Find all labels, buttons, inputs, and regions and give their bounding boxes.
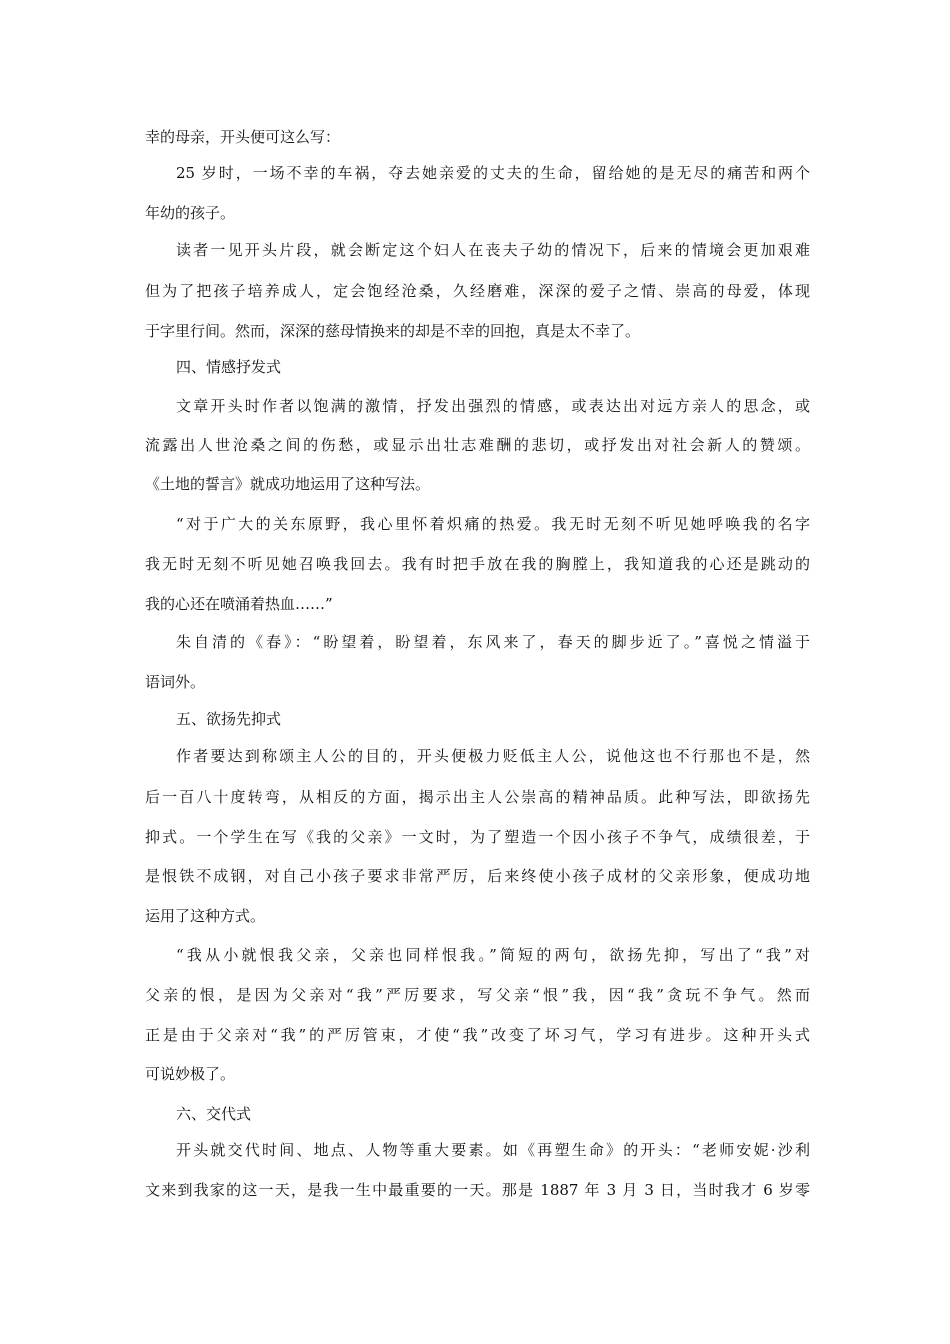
text-line: 但为了把孩子培养成人，定会饱经沧桑，久经磨难，深深的爱子之情、崇高的母爱，体现: [145, 282, 810, 300]
text-line: 我的心还在喷涌着热血……”: [145, 595, 333, 613]
text-line: 作者要达到称颂主人公的目的，开头便极力贬低主人公，说他这也不行那也不是，然: [176, 747, 810, 765]
text-line: 抑式。一个学生在写《我的父亲》一文时，为了塑造一个因小孩子不争气，成绩很差，于: [145, 828, 810, 846]
text-line: 流露出人世沧桑之间的伤愁，或显示出壮志难酬的悲切，或抒发出对社会新人的赞颂。: [145, 436, 810, 454]
text-line: 开头就交代时间、地点、人物等重大要素。如《再塑生命》的开头：“老师安妮·沙利: [176, 1141, 810, 1159]
text-line: 运用了这种方式。: [145, 907, 266, 925]
text-line: 年幼的孩子。: [145, 204, 236, 222]
text-line: 幸的母亲，开头便可这么写：: [145, 128, 341, 146]
text-line: 父亲的恨，是因为父亲对“我”严厉要求，写父亲“恨”我，因“我”贪玩不争气。然而: [145, 986, 810, 1004]
text-line: 是恨铁不成钢，对自己小孩子要求非常严厉，后来终使小孩子成材的父亲形象，便成功地: [145, 867, 810, 885]
text-line: 可说妙极了。: [145, 1065, 236, 1083]
section-heading: 五、欲扬先抑式: [176, 710, 282, 728]
text-line: 文章开头时作者以饱满的激情，抒发出强烈的情感，或表达出对远方亲人的思念，或: [176, 397, 810, 415]
text-line: 文来到我家的这一天，是我一生中最重要的一天。那是 1887 年 3 月 3 日，当时我才 6 岁零: [145, 1181, 810, 1199]
text-line: 后一百八十度转弯，从相反的方面，揭示出主人公崇高的精神品质。此种写法，即欲扬先: [145, 788, 810, 806]
text-line: 我无时无刻不听见她召唤我回去。我有时把手放在我的胸膛上，我知道我的心还是跳动的: [145, 555, 810, 573]
text-line: 于字里行间。然而，深深的慈母情换来的却是不幸的回抱，真是太不幸了。: [145, 322, 641, 340]
text-line: 语词外。: [145, 673, 206, 691]
section-heading: 四、情感抒发式: [176, 358, 282, 376]
text-line: 25 岁时，一场不幸的车祸，夺去她亲爱的丈夫的生命，留给她的是无尽的痛苦和两个: [176, 164, 810, 182]
text-line: “对于广大的关东原野，我心里怀着炽痛的热爱。我无时无刻不听见她呼唤我的名字: [176, 515, 810, 533]
text-line: 《土地的誓言》就成功地运用了这种写法。: [145, 475, 431, 493]
text-line: 读者一见开头片段，就会断定这个妇人在丧夫子幼的情况下，后来的情境会更加艰难: [176, 241, 810, 259]
text-line: 朱自清的《春》：“盼望着，盼望着，东风来了，春天的脚步近了。”喜悦之情溢于: [176, 633, 810, 651]
section-heading: 六、交代式: [176, 1105, 252, 1123]
text-line: “我从小就恨我父亲，父亲也同样恨我。”简短的两句，欲扬先抑，写出了“我”对: [176, 946, 810, 964]
text-line: 正是由于父亲对“我”的严厉管束，才使“我”改变了坏习气，学习有进步。这种开头式: [145, 1026, 810, 1044]
